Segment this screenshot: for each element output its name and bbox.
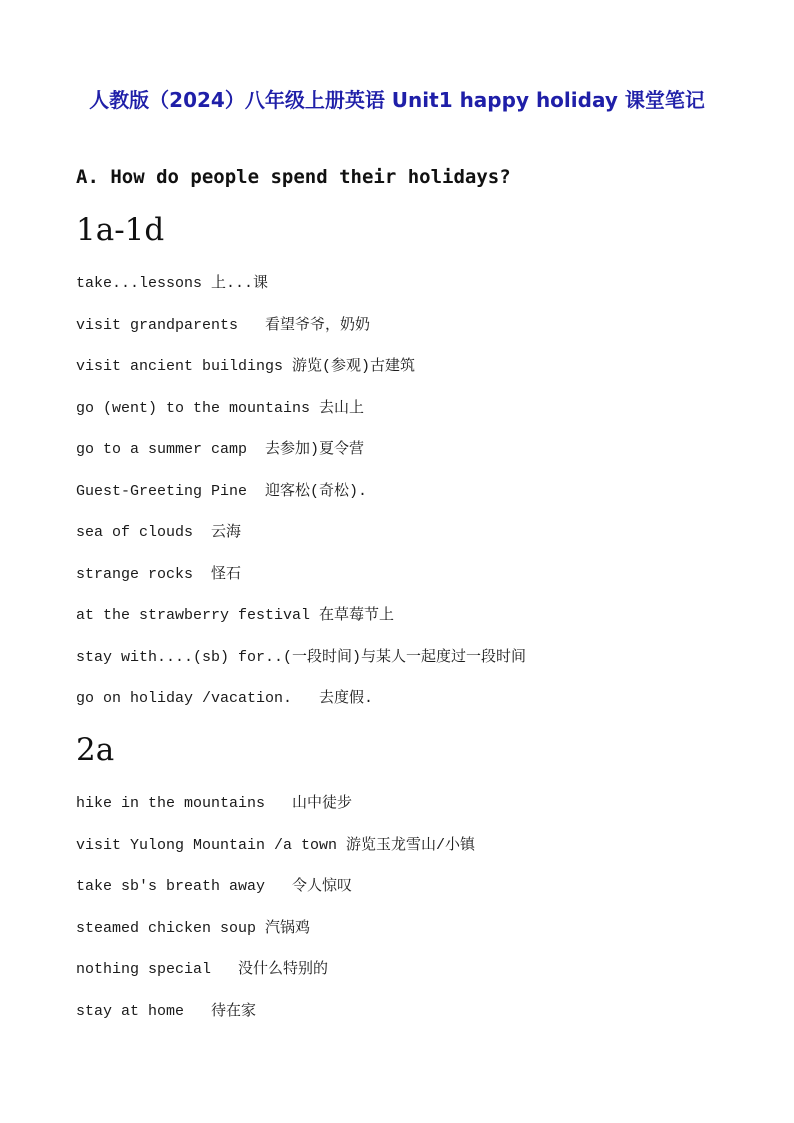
- phrase-item: take sb's breath away 令人惊叹: [76, 878, 353, 895]
- phrase-item: nothing special 没什么特别的: [76, 961, 329, 978]
- phrase-item: steamed chicken soup 汽锅鸡: [76, 919, 311, 937]
- phrase-item: visit Yulong Mountain /a town 游览玉龙雪山/小镇: [76, 836, 476, 854]
- part-heading-1a-1d: 1a-1d: [76, 212, 165, 248]
- document-title: 人教版（2024）八年级上册英语 Unit1 happy holiday 课堂笔记: [89, 88, 705, 112]
- phrase-item: sea of clouds 云海: [76, 524, 242, 541]
- phrase-item: visit ancient buildings 游览(参观)古建筑: [76, 358, 416, 375]
- section-heading-a: A. How do people spend their holidays?: [76, 166, 511, 188]
- phrase-item: Guest-Greeting Pine 迎客松(奇松).: [76, 482, 368, 500]
- phrase-item: go to a summer camp 去参加)夏令营: [76, 441, 365, 458]
- phrase-item: go on holiday /vacation. 去度假.: [76, 690, 374, 707]
- phrase-list-1a-1d: [76, 274, 526, 731]
- phrase-item: hike in the mountains 山中徒步: [76, 795, 353, 812]
- phrase-item: at the strawberry festival 在草莓节上: [76, 607, 395, 624]
- phrase-list-2a: [76, 794, 475, 1043]
- phrase-item: take...lessons 上...课: [76, 275, 269, 292]
- phrase-item: strange rocks 怪石: [76, 565, 242, 583]
- phrase-item: stay with....(sb) for..(一段时间)与某人一起度过一段时间: [76, 648, 527, 666]
- part-heading-2a: 2a: [76, 732, 115, 768]
- phrase-item: stay at home 待在家: [76, 1002, 257, 1020]
- phrase-item: go (went) to the mountains 去山上: [76, 399, 365, 417]
- phrase-item: visit grandparents 看望爷爷，奶奶: [76, 316, 371, 334]
